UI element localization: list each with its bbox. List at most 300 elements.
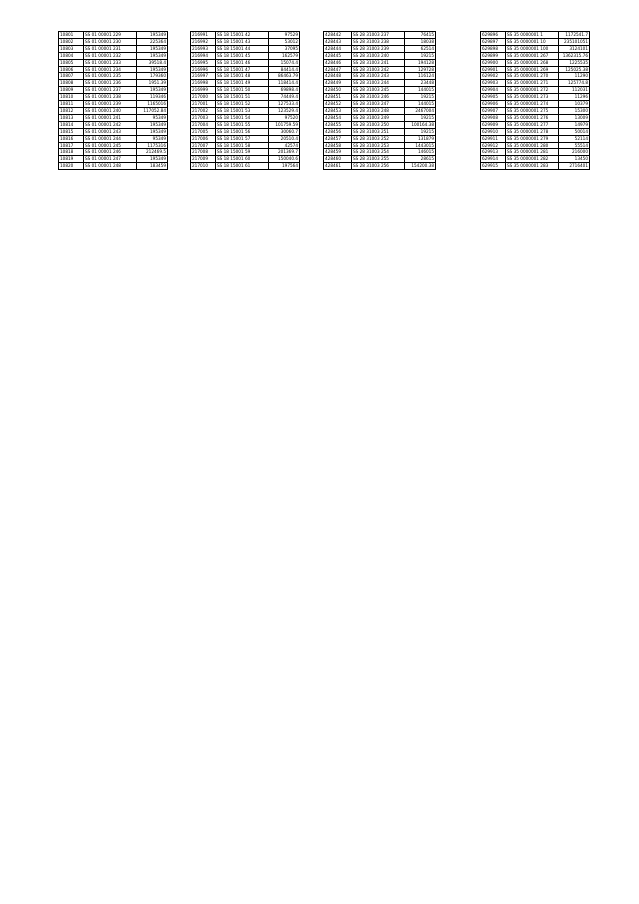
row-id: 10820 (59, 163, 84, 170)
amount: 146015 (405, 149, 436, 156)
row-id: 629906 (481, 101, 506, 108)
row-id: 428452 (324, 101, 352, 108)
record-code: SS 35 0000001 282 (506, 156, 559, 163)
record-code: SS 35 0000001 10 (506, 38, 559, 45)
table-row (324, 101, 436, 108)
record-code: SS 01 00001 238 (84, 94, 137, 101)
row-id: 217003 (191, 114, 216, 121)
row-id: 217008 (191, 149, 216, 156)
table-row (324, 107, 436, 114)
record-code: SS 28 31003 238 (352, 38, 405, 45)
record-code: SS 35 0000001 273 (506, 94, 559, 101)
row-id: 217007 (191, 142, 216, 149)
row-id: 428444 (324, 45, 352, 52)
amount: 53012 (269, 38, 300, 45)
record-code: SS 01 00001 234 (84, 66, 137, 73)
table-row (59, 156, 168, 163)
record-code: SS 18 15001 53 (216, 107, 269, 114)
row-id: 428443 (324, 38, 352, 45)
amount: 76415 (405, 32, 436, 39)
record-code: SS 18 15001 48 (216, 73, 269, 80)
amount: 195349 (137, 66, 168, 73)
row-id: 629897 (481, 38, 506, 45)
table-row (191, 45, 300, 52)
table-row (481, 142, 590, 149)
table-row (481, 107, 590, 114)
record-code: SS 18 15001 51 (216, 94, 269, 101)
table-row (481, 59, 590, 66)
record-code: SS 28 31003 256 (352, 163, 405, 170)
table-row (481, 101, 590, 108)
record-code: SS 28 31003 254 (352, 149, 405, 156)
amount: 1175316 (137, 142, 168, 149)
table-row (324, 135, 436, 142)
table-row (324, 66, 436, 73)
table-row (191, 114, 300, 121)
amount: 2467004 (405, 107, 436, 114)
ledger-column-2 (190, 31, 300, 170)
table-row (191, 59, 300, 66)
table-row (324, 121, 436, 128)
record-code: SS 18 15001 58 (216, 142, 269, 149)
record-code: SS 01 00001 235 (84, 73, 137, 80)
table-row (324, 73, 436, 80)
row-id: 10812 (59, 107, 84, 114)
amount: 154200.38 (405, 163, 436, 170)
record-code: SS 01 00001 243 (84, 128, 137, 135)
record-code: SS 01 00001 239 (84, 101, 137, 108)
ledger-column-4 (480, 31, 590, 170)
record-code: SS 18 15001 55 (216, 121, 269, 128)
amount: 15300 (559, 107, 590, 114)
row-id: 217000 (191, 94, 216, 101)
row-id: 428442 (324, 32, 352, 39)
record-code: SS 18 15001 61 (216, 163, 269, 170)
amount: 225364 (137, 38, 168, 45)
amount: 127533.4 (269, 101, 300, 108)
amount: 183459 (137, 163, 168, 170)
table-row (191, 52, 300, 59)
table-row (481, 149, 590, 156)
record-code: SS 35 0000001 277 (506, 121, 559, 128)
amount: 2716401 (559, 163, 590, 170)
amount: 119346 (137, 94, 168, 101)
row-id: 629901 (481, 66, 506, 73)
table-row (324, 87, 436, 94)
amount: 42574 (269, 142, 300, 149)
record-code: SS 28 31003 255 (352, 156, 405, 163)
table-row (191, 128, 300, 135)
amount: 118414.4 (269, 80, 300, 87)
row-id: 428449 (324, 80, 352, 87)
amount: 201369.7 (269, 149, 300, 156)
row-id: 629912 (481, 142, 506, 149)
record-code: SS 01 00001 237 (84, 87, 137, 94)
row-id: 217010 (191, 163, 216, 170)
table-row (481, 163, 590, 170)
row-id: 428459 (324, 149, 352, 156)
record-code: SS 18 15001 56 (216, 128, 269, 135)
record-code: SS 28 31003 253 (352, 142, 405, 149)
record-code: SS 18 15001 42 (216, 32, 269, 39)
amount: 195349 (137, 45, 168, 52)
record-code: SS 28 31003 252 (352, 135, 405, 142)
amount: 10379 (559, 101, 590, 108)
amount: 39518.4 (137, 59, 168, 66)
record-code: SS 28 31003 247 (352, 101, 405, 108)
row-id: 10808 (59, 80, 84, 87)
amount: 97520 (269, 114, 300, 121)
table-row (324, 59, 436, 66)
row-id: 629900 (481, 59, 506, 66)
row-id: 216998 (191, 80, 216, 87)
amount: 18038 (405, 38, 436, 45)
table-row (59, 149, 168, 156)
record-code: SS 01 00001 248 (84, 163, 137, 170)
row-id: 428454 (324, 114, 352, 121)
row-id: 10813 (59, 114, 84, 121)
row-id: 428456 (324, 128, 352, 135)
row-id: 428451 (324, 94, 352, 101)
record-code: SS 18 15001 43 (216, 38, 269, 45)
record-code: SS 01 00001 229 (84, 32, 137, 39)
amount: 150040.6 (269, 156, 300, 163)
amount: 97529 (269, 32, 300, 39)
amount: 30060.7 (269, 128, 300, 135)
amount: 235101051 (559, 38, 590, 45)
table-row (324, 156, 436, 163)
record-code: SS 35 0000001 281 (506, 149, 559, 156)
row-id: 428458 (324, 142, 352, 149)
row-id: 10815 (59, 128, 84, 135)
record-code: SS 28 31003 242 (352, 66, 405, 73)
table-row (481, 45, 590, 52)
table-row (481, 94, 590, 101)
row-id: 428447 (324, 66, 352, 73)
amount: 117052.84 (137, 107, 168, 114)
table-row (191, 101, 300, 108)
table-row (59, 52, 168, 59)
table-row (191, 87, 300, 94)
amount: 3124101 (559, 45, 590, 52)
record-code: SS 01 00001 231 (84, 45, 137, 52)
row-id: 629909 (481, 121, 506, 128)
table-row (59, 38, 168, 45)
amount: 37095 (269, 45, 300, 52)
amount: 129728 (405, 66, 436, 73)
record-code: SS 18 15001 59 (216, 149, 269, 156)
record-code: SS 01 00001 232 (84, 52, 137, 59)
amount: 95349 (137, 135, 168, 142)
row-id: 629911 (481, 135, 506, 142)
table-row (324, 32, 436, 39)
table-row (481, 114, 590, 121)
amount: 195349 (137, 128, 168, 135)
record-code: SS 35 0000001 269 (506, 66, 559, 73)
record-code: SS 01 00001 240 (84, 107, 137, 114)
amount: 194128 (405, 59, 436, 66)
table-row (324, 94, 436, 101)
amount: 197564 (269, 163, 300, 170)
record-code: SS 35 0000001 100 (506, 45, 559, 52)
ledger-table (480, 31, 590, 170)
row-id: 216993 (191, 45, 216, 52)
row-id: 216997 (191, 73, 216, 80)
amount: 50014 (559, 128, 590, 135)
record-code: SS 28 31003 237 (352, 32, 405, 39)
row-id: 629914 (481, 156, 506, 163)
amount: 14979 (559, 121, 590, 128)
table-row (59, 80, 168, 87)
amount: 13009 (559, 114, 590, 121)
table-row (191, 135, 300, 142)
row-id: 629913 (481, 149, 506, 156)
amount: 131879 (405, 135, 436, 142)
amount: 20510.4 (269, 135, 300, 142)
row-id: 216999 (191, 87, 216, 94)
record-code: SS 28 31003 241 (352, 59, 405, 66)
record-code: SS 28 31003 250 (352, 121, 405, 128)
record-code: SS 01 00001 241 (84, 114, 137, 121)
amount: 100164.38 (405, 121, 436, 128)
row-id: 10809 (59, 87, 84, 94)
row-id: 10802 (59, 38, 84, 45)
record-code: SS 28 31003 243 (352, 73, 405, 80)
row-id: 428457 (324, 135, 352, 142)
amount: 19215 (405, 52, 436, 59)
table-row (191, 149, 300, 156)
row-id: 629902 (481, 73, 506, 80)
row-id: 10805 (59, 59, 84, 66)
table-row (59, 128, 168, 135)
table-row (191, 38, 300, 45)
amount: 195349 (137, 156, 168, 163)
table-row (324, 149, 436, 156)
table-row (324, 128, 436, 135)
record-code: SS 35 0000001 270 (506, 73, 559, 80)
table-row (59, 66, 168, 73)
row-id: 10804 (59, 52, 84, 59)
row-id: 10814 (59, 121, 84, 128)
table-row (191, 73, 300, 80)
record-code: SS 18 15001 54 (216, 114, 269, 121)
ledger-table (323, 31, 436, 170)
table-row (59, 114, 168, 121)
record-code: SS 35 0000001 274 (506, 101, 559, 108)
amount: 19215 (405, 114, 436, 121)
record-code: SS 01 00001 247 (84, 156, 137, 163)
ledger-column-1 (58, 31, 168, 170)
row-id: 10816 (59, 135, 84, 142)
record-code: SS 35 0000001 278 (506, 128, 559, 135)
row-id: 629905 (481, 94, 506, 101)
table-row (481, 80, 590, 87)
row-id: 629898 (481, 45, 506, 52)
table-row (324, 163, 436, 170)
record-code: SS 18 15001 45 (216, 52, 269, 59)
amount: 55514 (559, 142, 590, 149)
table-row (481, 156, 590, 163)
row-id: 629896 (481, 32, 506, 39)
row-id: 629899 (481, 52, 506, 59)
table-row (481, 128, 590, 135)
record-code: SS 01 00001 236 (84, 80, 137, 87)
row-id: 10817 (59, 142, 84, 149)
amount: 11290 (559, 73, 590, 80)
record-code: SS 28 31003 245 (352, 87, 405, 94)
row-id: 10819 (59, 156, 84, 163)
record-code: SS 18 15001 50 (216, 87, 269, 94)
table-row (324, 80, 436, 87)
table-row (191, 156, 300, 163)
table-row (59, 101, 168, 108)
row-id: 428460 (324, 156, 352, 163)
row-id: 216994 (191, 52, 216, 59)
amount: 195349 (137, 121, 168, 128)
amount: 19215 (405, 94, 436, 101)
record-code: SS 35 0000001 267 (506, 52, 559, 59)
amount: 15074.4 (269, 59, 300, 66)
table-row (324, 52, 436, 59)
row-id: 629903 (481, 80, 506, 87)
record-code: SS 01 00001 230 (84, 38, 137, 45)
row-id: 428461 (324, 163, 352, 170)
amount: 1951.39 (137, 80, 168, 87)
row-id: 629907 (481, 107, 506, 114)
row-id: 10810 (59, 94, 84, 101)
ledger-table (190, 31, 300, 170)
record-code: SS 35 0000001 283 (506, 163, 559, 170)
row-id: 629908 (481, 114, 506, 121)
record-code: SS 28 31003 248 (352, 107, 405, 114)
amount: 23448 (405, 80, 436, 87)
row-id: 428450 (324, 87, 352, 94)
table-row (481, 121, 590, 128)
table-row (481, 66, 590, 73)
row-id: 10811 (59, 101, 84, 108)
row-id: 629904 (481, 87, 506, 94)
record-code: SS 28 31003 246 (352, 94, 405, 101)
amount: 28615 (405, 156, 436, 163)
record-code: SS 01 00001 245 (84, 142, 137, 149)
amount: 123529.4 (269, 107, 300, 114)
record-code: SS 35 0000001 275 (506, 107, 559, 114)
row-id: 216995 (191, 59, 216, 66)
table-row (481, 87, 590, 94)
table-row (59, 142, 168, 149)
amount: 216000 (559, 149, 590, 156)
table-row (324, 142, 436, 149)
record-code: SS 18 15001 46 (216, 59, 269, 66)
amount: 52114 (559, 135, 590, 142)
amount: 1172541.7 (559, 32, 590, 39)
amount: 1165016 (137, 101, 168, 108)
row-id: 428455 (324, 121, 352, 128)
amount: 162579 (269, 52, 300, 59)
table-row (324, 114, 436, 121)
row-id: 217006 (191, 135, 216, 142)
row-id: 629915 (481, 163, 506, 170)
amount: 1225535 (559, 59, 590, 66)
record-code: SS 18 15001 52 (216, 101, 269, 108)
table-row (191, 32, 300, 39)
table-row (191, 107, 300, 114)
row-id: 10803 (59, 45, 84, 52)
amount: 195349 (137, 52, 168, 59)
record-code: SS 01 00001 244 (84, 135, 137, 142)
row-id: 428445 (324, 52, 352, 59)
record-code: SS 01 00001 242 (84, 121, 137, 128)
amount: 69898.4 (269, 87, 300, 94)
table-row (59, 59, 168, 66)
table-row (191, 121, 300, 128)
amount: 19215 (405, 128, 436, 135)
table-row (481, 38, 590, 45)
row-id: 216991 (191, 32, 216, 39)
row-id: 217002 (191, 107, 216, 114)
table-row (59, 73, 168, 80)
row-id: 428448 (324, 73, 352, 80)
table-row (59, 163, 168, 170)
amount: 84414.4 (269, 66, 300, 73)
record-code: SS 28 31003 249 (352, 114, 405, 121)
row-id: 428446 (324, 59, 352, 66)
row-id: 217004 (191, 121, 216, 128)
amount: 62514 (405, 45, 436, 52)
table-row (59, 32, 168, 39)
row-id: 629910 (481, 128, 506, 135)
record-code: SS 35 0000001 279 (506, 135, 559, 142)
row-id: 428453 (324, 107, 352, 114)
row-id: 216996 (191, 66, 216, 73)
row-id: 10801 (59, 32, 84, 39)
amount: 195349 (137, 87, 168, 94)
record-code: SS 35 0000001 276 (506, 114, 559, 121)
amount: 1443015 (405, 142, 436, 149)
amount: 86463.79 (269, 73, 300, 80)
amount: 1362315.76 (559, 52, 590, 59)
record-code: SS 28 31003 244 (352, 80, 405, 87)
amount: 74449.4 (269, 94, 300, 101)
table-row (59, 94, 168, 101)
record-code: SS 28 31003 240 (352, 52, 405, 59)
record-code: SS 18 15001 47 (216, 66, 269, 73)
amount: 125774.8 (559, 80, 590, 87)
table-row (481, 52, 590, 59)
record-code: SS 35 0000001 1 (506, 32, 559, 39)
ledger-column-3 (323, 31, 436, 170)
record-code: SS 18 15001 57 (216, 135, 269, 142)
record-code: SS 35 0000001 272 (506, 87, 559, 94)
amount: 179360 (137, 73, 168, 80)
row-id: 10806 (59, 66, 84, 73)
table-row (59, 107, 168, 114)
row-id: 10818 (59, 149, 84, 156)
amount: 144015 (405, 87, 436, 94)
table-row (191, 94, 300, 101)
table-row (191, 66, 300, 73)
record-code: SS 18 15001 60 (216, 156, 269, 163)
record-code: SS 35 0000001 271 (506, 80, 559, 87)
table-row (59, 45, 168, 52)
record-code: SS 01 00001 246 (84, 149, 137, 156)
row-id: 217005 (191, 128, 216, 135)
row-id: 10807 (59, 73, 84, 80)
amount: 212469.5 (137, 149, 168, 156)
table-row (324, 45, 436, 52)
table-row (481, 135, 590, 142)
record-code: SS 18 15001 49 (216, 80, 269, 87)
